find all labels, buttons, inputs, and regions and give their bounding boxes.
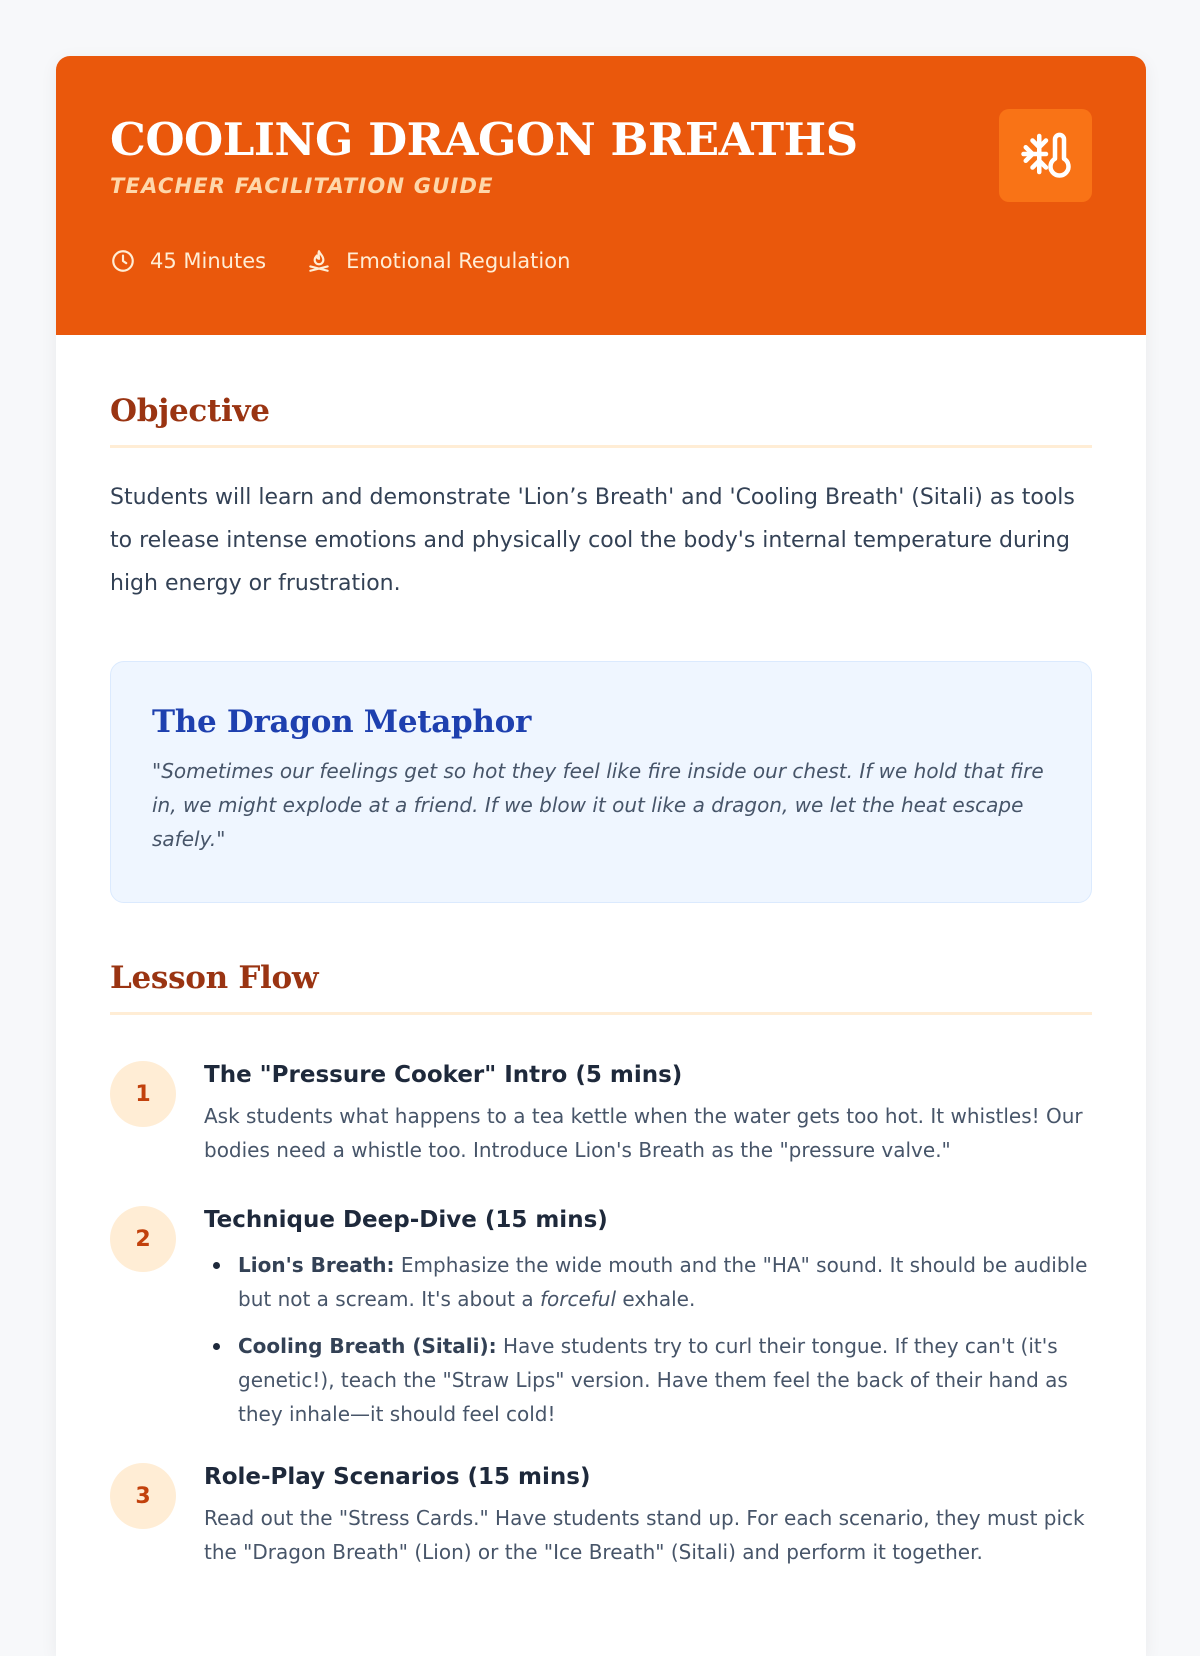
lesson-subtitle: TEACHER FACILITATION GUIDE: [110, 174, 494, 198]
lesson-title: COOLING DRAGON BREATHS: [110, 113, 858, 166]
objective-heading: Objective: [110, 393, 270, 429]
focus-label: Emotional Regulation: [346, 249, 571, 273]
lesson-step-2: [110, 1204, 1092, 1431]
step-text: Read out the "Stress Cards." Have students stand up. For each scenario, they must pick the "Dragon Breath" (Lion) or the "Ice Breath" (Sitali) and perform it together.: [204, 1506, 1085, 1564]
focus-meta: [306, 248, 570, 274]
step-number: 3: [110, 1463, 176, 1529]
step-title: Technique Deep-Dive (15 mins): [204, 1207, 608, 1233]
section-divider: [110, 1012, 1092, 1015]
lesson-step-1: [110, 1059, 1092, 1167]
section-divider: [110, 445, 1092, 448]
lesson-content: [56, 393, 1146, 1569]
step-number: 2: [110, 1206, 176, 1272]
clock-icon: [110, 248, 136, 274]
objective-text: Students will learn and demonstrate 'Lion’s Breath' and 'Cooling Breath' (Sitali) as tools to release intense emotions and physically cool the body's internal temperature during high energy or frustration.: [110, 485, 1075, 596]
technique-label: Lion's Breath:: [238, 1253, 395, 1277]
technique-text: Have students try to curl their tongue. If they can't (it's genetic!), teach the "Straw Lips" version. Have them feel the back of their hand as they inhale—it should feel cold!: [238, 1334, 1068, 1426]
technique-list: [204, 1248, 1092, 1431]
technique-text: exhale.: [616, 1287, 696, 1311]
list-item: [204, 1248, 1092, 1316]
duration-label: 45 Minutes: [150, 249, 267, 273]
metaphor-callout: [110, 661, 1092, 903]
lesson-flow-heading: Lesson Flow: [110, 960, 319, 996]
snowflake-thermometer-icon: [1019, 127, 1073, 185]
lesson-header: [56, 56, 1146, 335]
metaphor-title: The Dragon Metaphor: [152, 704, 532, 740]
step-text: Ask students what happens to a tea kettle when the water gets too hot. It whistles! Our bodies need a whistle too. Introduce Lion's Breath as the "pressure valve.": [204, 1104, 1083, 1162]
step-number: 1: [110, 1061, 176, 1127]
lesson-meta: [110, 248, 610, 274]
technique-text: Emphasize the wide mouth and the "HA" sound. It should be audible but not a scream. It's about a: [238, 1253, 1088, 1311]
step-title: The "Pressure Cooker" Intro (5 mins): [204, 1062, 683, 1088]
step-title: Role-Play Scenarios (15 mins): [204, 1464, 591, 1490]
technique-label: Cooling Breath (Sitali):: [238, 1334, 497, 1358]
duration-meta: [110, 248, 266, 274]
header-badge: [999, 109, 1092, 202]
lesson-card: [56, 56, 1146, 1656]
lesson-step-3: [110, 1461, 1092, 1569]
campfire-icon: [306, 248, 332, 274]
metaphor-quote: "Sometimes our feelings get so hot they feel like fire inside our chest. If we hold that fire in, we might explode at a friend. If we blow it out like a dragon, we let the heat escape safely.": [152, 759, 1044, 851]
list-item: [204, 1329, 1092, 1431]
technique-emphasis: forceful: [539, 1287, 617, 1311]
